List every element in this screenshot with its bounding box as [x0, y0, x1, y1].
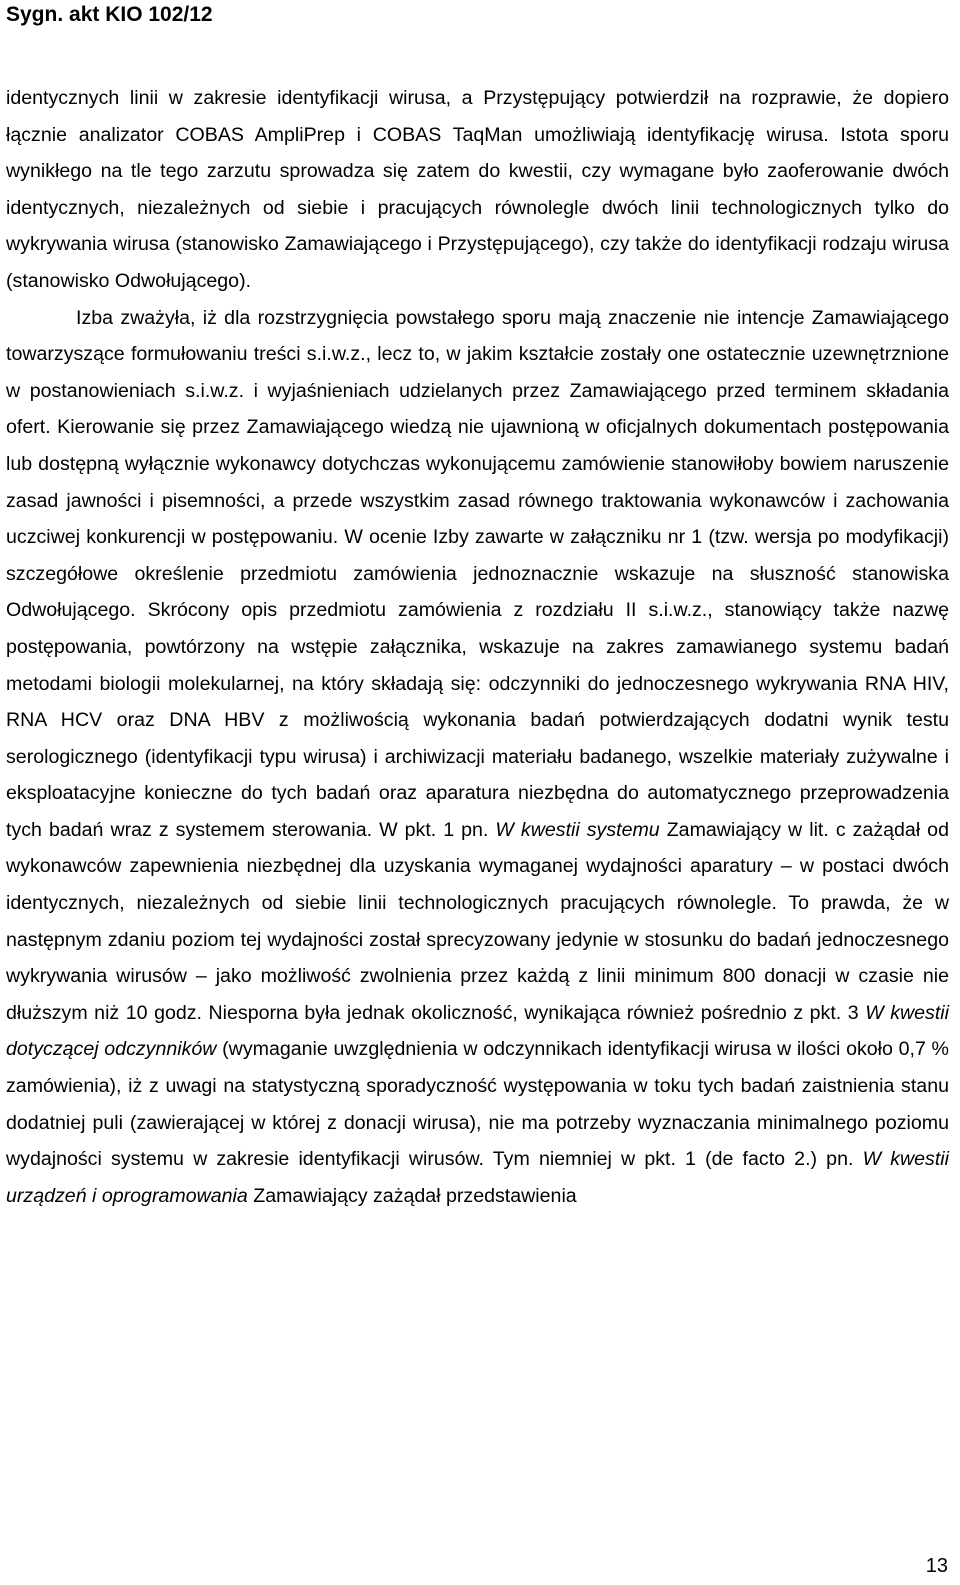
text-segment: Zamawiający w lit. c zażądał od wykonawców zapewnienia niezbędnej dla uzyskania wymaganej wydajności aparatury – w postaci dwóch identycznych, niezależnych od siebie linii technologicznych pracujących równolegle. To prawda, że w następnym zdaniu poziom tej wydajności został sprecyzowany jedynie w stosunku do badań jednoczesnego wykrywania wirusów – jako możliwość zwolnienia przez każdą z linii minimum 800 donacji w czasie nie dłuższym niż 10 godz. Niesporna była jednak okoliczność, wynikająca również pośrednio z pkt. 3 — [6, 818, 949, 1024]
page-number: 13 — [925, 1555, 948, 1577]
italic-heading-reference: W kwestii dotyczącej odczynników — [6, 1001, 949, 1061]
document-body — [6, 80, 949, 1214]
text-segment: Izba zważyła, iż dla rozstrzygnięcia powstałego sporu mają znaczenie nie intencje Zamawiającego towarzyszące formułowaniu treści s.i.w.z., lecz to, w jakim kształcie zostały one ostatecznie uzewnętrznione w postanowieniach s.i.w.z. i wyjaśnieniach udzielanych przez Zamawiającego przed terminem składania ofert. Kierowanie się przez Zamawiającego wiedzą nie ujawnioną w oficjalnych dokumentach postępowania lub dostępną wyłącznie wykonawcy dotychczas wykonującemu zamówienie stanowiłoby bowiem naruszenie zasad jawności i pisemności, a przede wszystkim zasad równego traktowania wykonawców i zachowania uczciwej konkurencji w postępowaniu. W ocenie Izby zawarte w załączniku nr 1 (tzw. wersja po modyfikacji) szczegółowe określenie przedmiotu zamówienia jednoznacznie wskazuje na słuszność stanowiska Odwołującego. Skrócony opis przedmiotu zamówienia z rozdziału II s.i.w.z., stanowiący także nazwę postępowania, powtórzony na wstępie załącznika, wskazuje na zakres zamawianego systemu badań metodami biologii molekularnej, na który składają się: odczynniki do jednoczesnego wykrywania RNA HIV, RNA HCV oraz DNA HBV z możliwością wykonania badań potwierdzających dodatni wynik testu serologicznego (identyfikacji typu wirusa) i archiwizacji materiału badanego, wszelkie materiały zużywalne i eksploatacyjne konieczne do tych badań oraz aparatura niezbędna do automatycznego przeprowadzenia tych badań wraz z systemem sterowania. W pkt. 1 pn. — [6, 306, 949, 841]
italic-heading-reference: W kwestii systemu — [495, 818, 660, 841]
italic-heading-reference: W kwestii urządzeń i oprogramowania — [6, 1148, 949, 1207]
paragraph-1 — [6, 80, 949, 300]
text-segment: Zamawiający zażądał przedstawienia — [247, 1184, 577, 1207]
document-header: Sygn. akt KIO 102/12 — [6, 3, 213, 26]
text-segment: identycznych linii w zakresie identyfikacji wirusa, a Przystępujący potwierdził na rozprawie, że dopiero łącznie analizator COBAS AmpliPrep i COBAS TaqMan umożliwiają identyfikację wirusa. Istota sporu wynikłego na tle tego zarzutu sprowadza się zatem do kwestii, czy wymagane było zaoferowanie dwóch identycznych, niezależnych od siebie i pracujących równolegle dwóch linii technologicznych tylko do wykrywania wirusa (stanowisko Zamawiającego i Przystępującego), czy także do identyfikacji rodzaju wirusa (stanowisko Odwołującego). — [6, 87, 949, 292]
text-segment: (wymaganie uwzględnienia w odczynnikach identyfikacji wirusa w ilości około 0,7 % zamówienia), iż z uwagi na statystyczną sporadyczność występowania w toku tych badań zaistnienia stanu dodatniej puli (zawierającej w której z donacji wirusa), nie ma potrzeby wyznaczania minimalnego poziomu wydajności systemu w zakresie identyfikacji wirusów. Tym niemniej w pkt. 1 (de facto 2.) pn. — [6, 1038, 949, 1171]
paragraph-2 — [6, 300, 949, 1215]
